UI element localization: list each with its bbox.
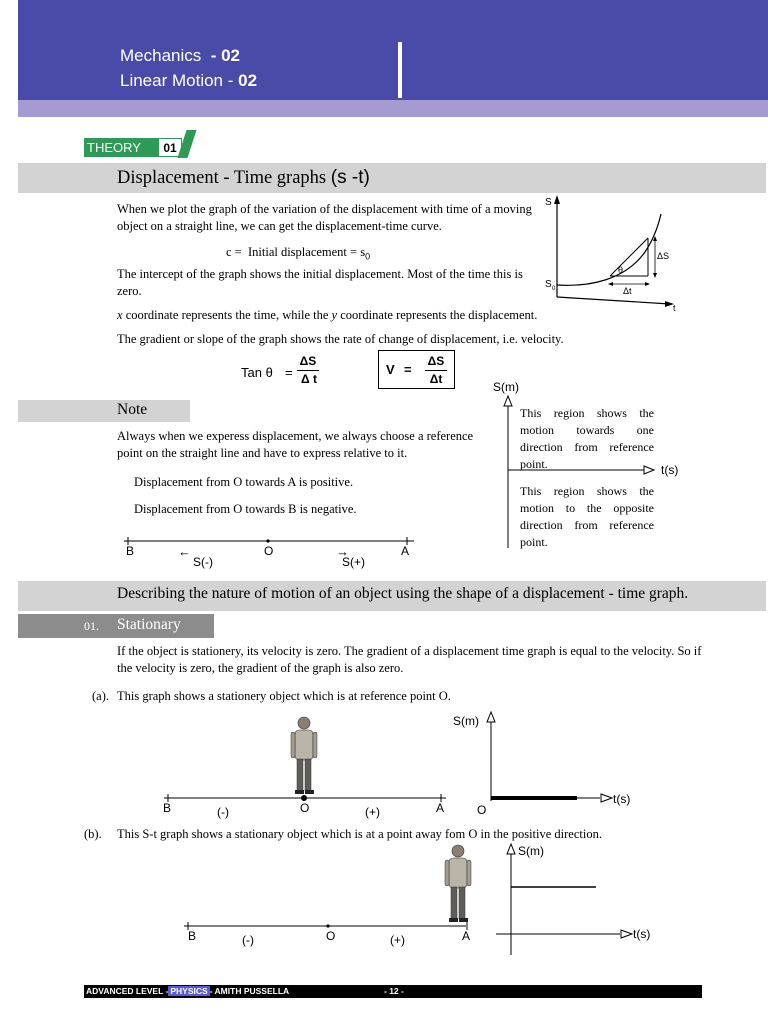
footer-bar: [84, 985, 702, 998]
header-strip: [18, 100, 768, 117]
nature-of-motion-title: Describing the nature of motion of an object using the shape of a displacement - time graph.: [117, 585, 689, 602]
case-a-graph: [450, 706, 640, 821]
velocity-fraction-bar: [425, 370, 447, 371]
case-b-label-negative: (-): [242, 933, 254, 947]
case-b-y-label: S(m): [518, 844, 544, 858]
case-a-line-diagram: [150, 708, 460, 823]
tan-theta-label: Tan θ: [241, 365, 273, 380]
case-b-x-label: t(s): [633, 927, 651, 941]
arrow-left-icon: ←: [178, 544, 191, 559]
theory-tag: THEORY: [84, 138, 158, 157]
upper-region-text: This region shows the motion towards one direction from reference point.: [520, 406, 654, 471]
case-b-y-arrow-icon: [507, 844, 515, 854]
section-title: Displacement - Time graphs (s -t): [117, 167, 370, 188]
curve-delta-t-label: Δt: [623, 286, 632, 296]
coordinate-paragraph: x coordinate represents the time, while the y coordinate represents the displacement.: [117, 308, 538, 322]
reference-label-s-negative: S(-): [193, 555, 213, 569]
case-b-label-b: B: [188, 929, 197, 943]
curve-s0-label: S: [545, 279, 552, 290]
case-a-y-label: S(m): [453, 714, 479, 728]
case-b-label: (b).: [84, 827, 102, 841]
arrow-right-icon: →: [336, 544, 349, 559]
case-a-label-positive: (+): [365, 805, 380, 819]
region-y-arrow-icon: [504, 396, 512, 406]
delta-s-arrow-down-icon: [653, 273, 657, 278]
curve-delta-s-label: ΔS: [657, 251, 670, 261]
footer-page-number: - 12 -: [384, 986, 404, 996]
note-text: Always when we experess displacement, we always choose a reference point on the straight line and have to express relative to it.: [117, 429, 474, 460]
note-negative: Displacement from O towards B is negative.: [134, 502, 357, 516]
reference-label-s-positive: S(+): [342, 555, 366, 569]
reference-label-o: O: [264, 544, 274, 558]
footer-author: - AMITH PUSSELLA: [209, 986, 290, 996]
case-a-label-o: O: [300, 801, 310, 815]
case-b-line-diagram: [180, 840, 490, 950]
reference-point-o: [266, 539, 269, 542]
case-b-x-arrow-icon: [621, 930, 632, 938]
case-a-x-label: t(s): [613, 792, 631, 806]
reference-label-a: A: [401, 544, 410, 558]
velocity-numerator: ΔS: [427, 354, 445, 368]
case-a-label-negative: (-): [217, 805, 229, 819]
person-icon: [291, 717, 317, 794]
case-b-text: This S-t graph shows a stationary object which is at a point away fom O in the positive direction.: [117, 827, 602, 841]
curve-theta-label: θ: [618, 265, 624, 275]
equation-initial-displacement: c = Initial displacement = $s_0$: [226, 245, 371, 262]
case-b-point-o: [326, 924, 329, 927]
curve-x-axis: [557, 297, 670, 304]
note-positive: Displacement from O towards A is positive.: [134, 475, 354, 489]
intro-paragraph: When we plot the graph of the variation of the displacement with time of a moving object on a straight line, we can get the displacement-time curve.: [117, 202, 532, 233]
reference-line-diagram: [118, 530, 418, 575]
header-divider: [398, 42, 402, 98]
region-y-label: S(m): [493, 380, 519, 394]
case-a-origin-label: O: [477, 803, 487, 817]
case-b-label-a: A: [462, 929, 471, 943]
tan-fraction-bar: [297, 370, 319, 371]
person-icon: [445, 845, 471, 922]
stationary-paragraph: If the object is stationery, its velocity is zero. The gradient of a displacement time graph is equal to the velocity. So if the velocity is zero, the gradient of the graph is also zero.: [117, 644, 702, 675]
footer-prefix: ADVANCED LEVEL -: [86, 986, 169, 996]
stationary-number: 01.: [84, 619, 99, 633]
velocity-label: V: [386, 362, 395, 377]
delta-t-arrow-left-icon: [608, 282, 613, 286]
stationary-title-bar: [18, 614, 214, 638]
case-a-y-arrow-icon: [487, 712, 495, 722]
region-x-label: t(s): [661, 463, 679, 477]
case-b-label-o: O: [326, 929, 336, 943]
reference-label-b: B: [126, 544, 135, 558]
tan-denominator: Δ t: [301, 372, 317, 386]
theory-number: 01: [158, 138, 182, 157]
footer-subject: PHYSICS: [170, 986, 208, 996]
stationary-title: Stationary: [117, 616, 181, 633]
displacement-time-curve-diagram: [540, 192, 690, 317]
curve-y-label: S: [545, 197, 552, 208]
tan-equals: =: [285, 365, 293, 380]
case-a-x-arrow-icon: [601, 794, 612, 802]
velocity-denominator: Δt: [429, 372, 443, 386]
case-a-label-a: A: [436, 801, 445, 815]
curve-y-arrow-icon: [554, 195, 560, 204]
tangent-hypotenuse: [610, 238, 648, 276]
displacement-curve: [557, 214, 661, 285]
note-title: Note: [117, 401, 148, 418]
case-a-label: (a).: [92, 689, 109, 703]
intercept-paragraph: The intercept of the graph shows the initial displacement. Most of the time this is zero.: [117, 267, 523, 298]
tan-numerator: ΔS: [299, 354, 317, 368]
curve-x-label: t: [673, 303, 676, 313]
curve-s0-sub: 0: [552, 286, 556, 292]
header-title-line1: Mechanics - 02: [120, 46, 241, 65]
header-title-line2: Linear Motion - 02: [120, 71, 258, 90]
case-b-graph: [490, 840, 660, 960]
gradient-paragraph: The gradient or slope of the graph shows the rate of change of displacement, i.e. velocity.: [117, 332, 564, 346]
velocity-equals: =: [404, 362, 412, 377]
case-b-label-positive: (+): [390, 933, 405, 947]
case-a-label-b: B: [163, 801, 172, 815]
note-title-bar: [18, 400, 190, 422]
lower-region-text: This region shows the motion to the opposite direction from reference point.: [520, 484, 654, 549]
delta-t-arrow-right-icon: [645, 282, 650, 286]
case-a-text: This graph shows a stationery object which is at reference point O.: [117, 689, 451, 703]
